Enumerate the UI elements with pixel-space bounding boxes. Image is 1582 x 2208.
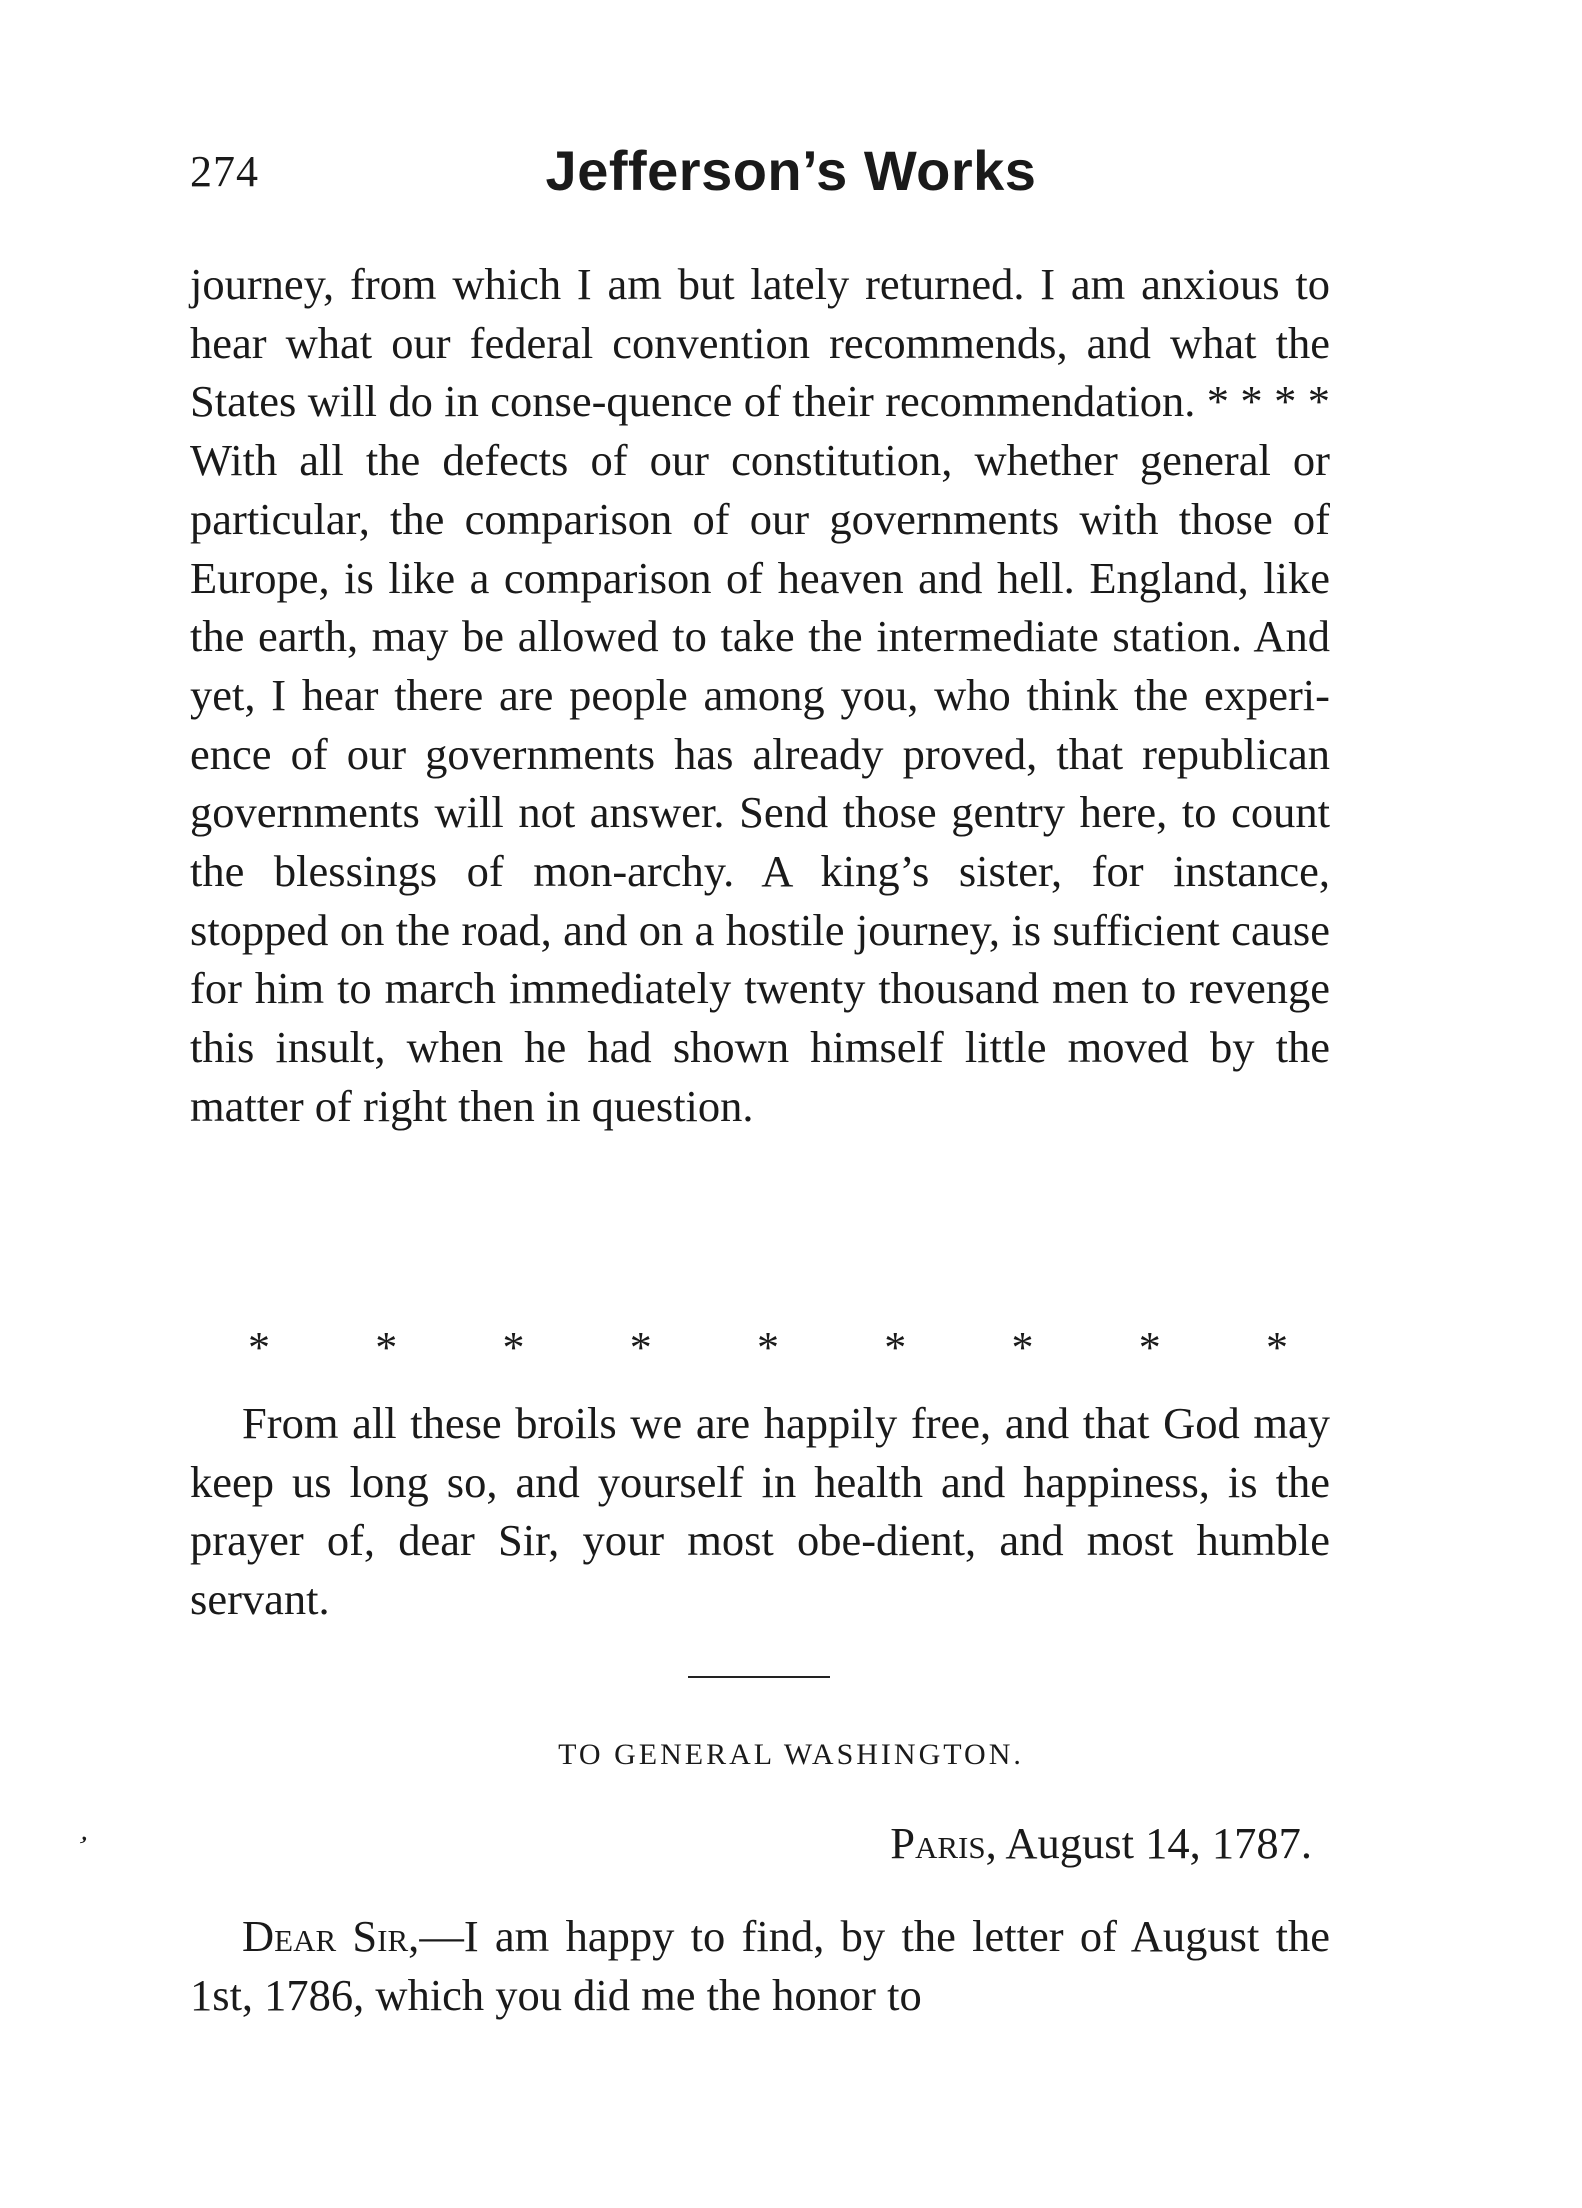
asterism-divider xyxy=(248,1322,1288,1373)
asterisk: * xyxy=(502,1323,525,1372)
letter-opening xyxy=(190,1907,1330,2024)
asterisk: * xyxy=(1266,1323,1288,1372)
letter-heading: TO GENERAL WASHINGTON. xyxy=(558,1738,1024,1771)
page-number: 274 xyxy=(190,147,259,196)
section-rule xyxy=(688,1676,830,1678)
asterisk: * xyxy=(757,1323,779,1372)
dateline-date: August 14, 1787. xyxy=(996,1818,1312,1868)
margin-mark: ’ xyxy=(70,1829,92,1864)
letter-text: —I am happy to find, by the letter of August the 1st, 1786, which you did me the honor to xyxy=(190,1911,1330,2020)
running-title: Jefferson’s Works xyxy=(545,139,1037,202)
asterisk: * xyxy=(375,1323,398,1372)
dateline-place: Paris, xyxy=(890,1818,997,1868)
body-paragraph: From all these broils we are happily free, and that God may keep us long so, and yourself in health and happiness, is the prayer of, dear Sir, your most obe-dient, and most humble servant. xyxy=(190,1398,1330,1625)
asterisk: * xyxy=(248,1323,270,1372)
body-paragraph: journey, from which I am but lately returned. I am anxious to hear what our federal convention recommends, and what the States will do in conse-quence of their recommendation. * * * * With all the defects of our constitution, whether general or particular, the comparison of our governments with those of Europe, is like a comparison of heaven and hell. England, like the earth, may be allowed to take the intermediate station. And yet, I hear there are people among you, who think the experi-ence of our governments has already proved, that republican governments will not answer. Send those gentry here, to count the blessings of mon-archy. A king’s sister, for instance, stopped on the road, and on a hostile journey, is sufficient cause for him to march immediately twenty thousand men to revenge this insult, when he had shown himself little moved by the matter of right then in question. xyxy=(190,259,1330,1131)
salutation: Dear Sir, xyxy=(242,1911,420,1961)
asterisk: * xyxy=(1011,1323,1034,1372)
asterisk: * xyxy=(884,1323,907,1372)
asterisk: * xyxy=(1138,1323,1161,1372)
asterisk: * xyxy=(629,1323,652,1372)
dateline xyxy=(890,1817,1312,1869)
